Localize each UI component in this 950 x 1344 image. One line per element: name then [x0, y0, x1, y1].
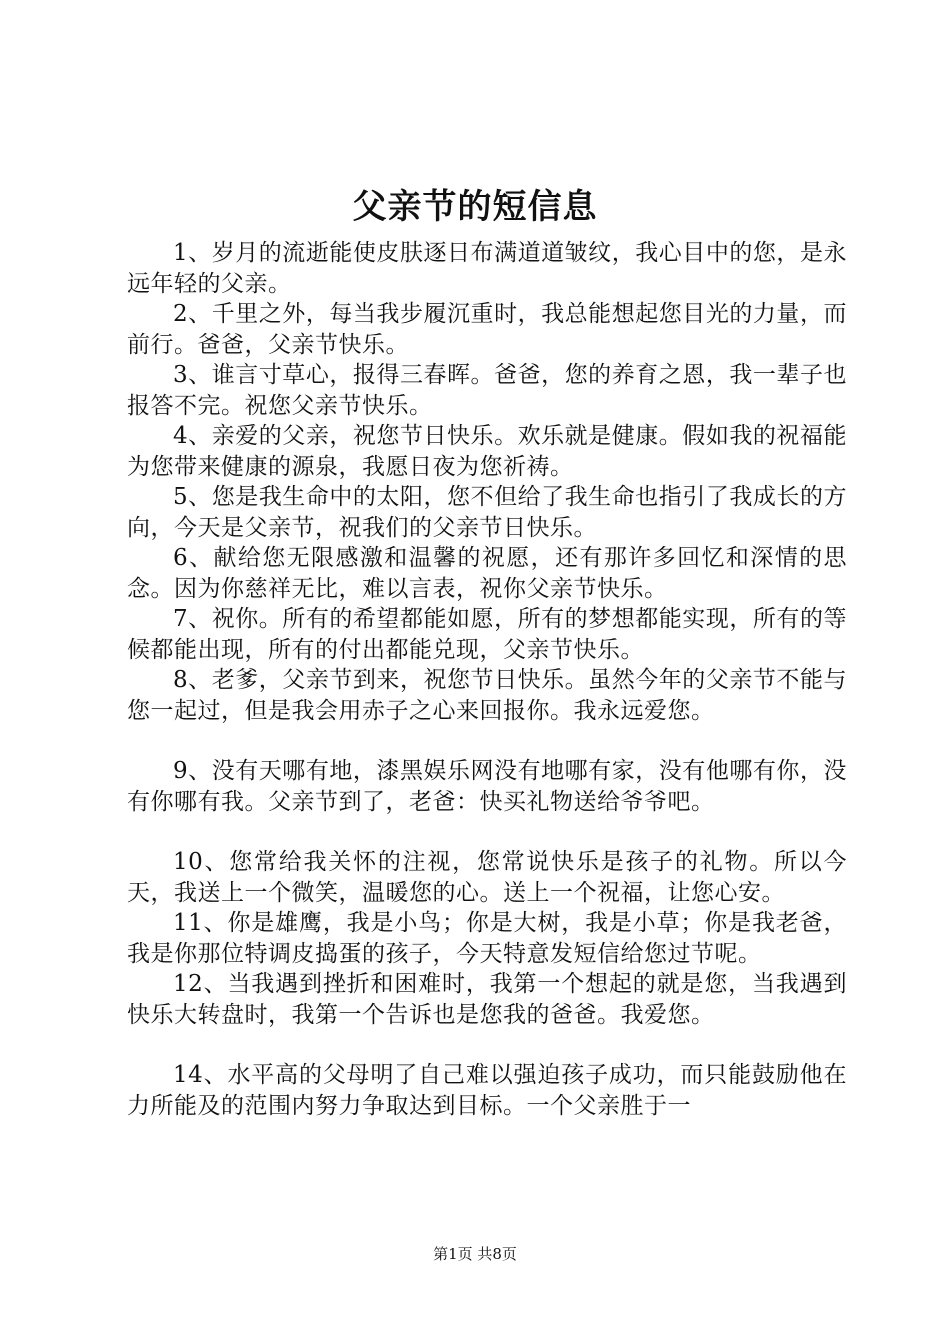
paragraph-6: 6、献给您无限感激和温馨的祝愿，还有那许多回忆和深情的思念。因为你慈祥无比，难以言表，祝你父亲节快乐。 [127, 545, 847, 602]
paragraph-7: 7、祝你。所有的希望都能如愿，所有的梦想都能实现，所有的等候都能出现，所有的付出都能兑现，父亲节快乐。 [127, 606, 847, 663]
paragraph-5: 5、您是我生命中的太阳，您不但给了我生命也指引了我成长的方向，今天是父亲节，祝我们的父亲节日快乐。 [127, 484, 847, 541]
paragraph-8: 8、老爹，父亲节到来，祝您节日快乐。虽然今年的父亲节不能与您一起过，但是我会用赤子之心来回报你。我永远爱您。 [127, 667, 847, 724]
paragraph-14: 14、水平高的父母明了自己难以强迫孩子成功，而只能鼓励他在力所能及的范围内努力争取达到目标。一个父亲胜于一 [127, 1062, 847, 1119]
page-footer: 第1页 共8页 [433, 1245, 517, 1263]
document-title: 父亲节的短信息 [352, 187, 598, 227]
paragraph-11: 11、你是雄鹰，我是小鸟；你是大树，我是小草；你是我老爸，我是你那位特调皮捣蛋的孩子，今天特意发短信给您过节呢。 [127, 910, 847, 967]
paragraph-12: 12、当我遇到挫折和困难时，我第一个想起的就是您，当我遇到快乐大转盘时，我第一个告诉也是您我的爸爸。我爱您。 [127, 971, 847, 1028]
document-body [127, 238, 847, 1121]
paragraph-3: 3、谁言寸草心，报得三春晖。爸爸，您的养育之恩，我一辈子也报答不完。祝您父亲节快乐。 [127, 362, 847, 419]
paragraph-1: 1、岁月的流逝能使皮肤逐日布满道道皱纹，我心目中的您，是永远年轻的父亲。 [127, 240, 847, 297]
paragraph-10: 10、您常给我关怀的注视，您常说快乐是孩子的礼物。所以今天，我送上一个微笑，温暖您的心。送上一个祝福，让您心安。 [127, 849, 847, 906]
paragraph-2: 2、千里之外，每当我步履沉重时，我总能想起您目光的力量，而前行。爸爸，父亲节快乐。 [127, 301, 847, 358]
paragraph-9: 9、没有天哪有地，漆黑娱乐网没有地哪有家，没有他哪有你，没有你哪有我。父亲节到了，老爸：快买礼物送给爷爷吧。 [127, 758, 847, 815]
paragraph-4: 4、亲爱的父亲，祝您节日快乐。欢乐就是健康。假如我的祝福能为您带来健康的源泉，我愿日夜为您祈祷。 [127, 423, 847, 480]
